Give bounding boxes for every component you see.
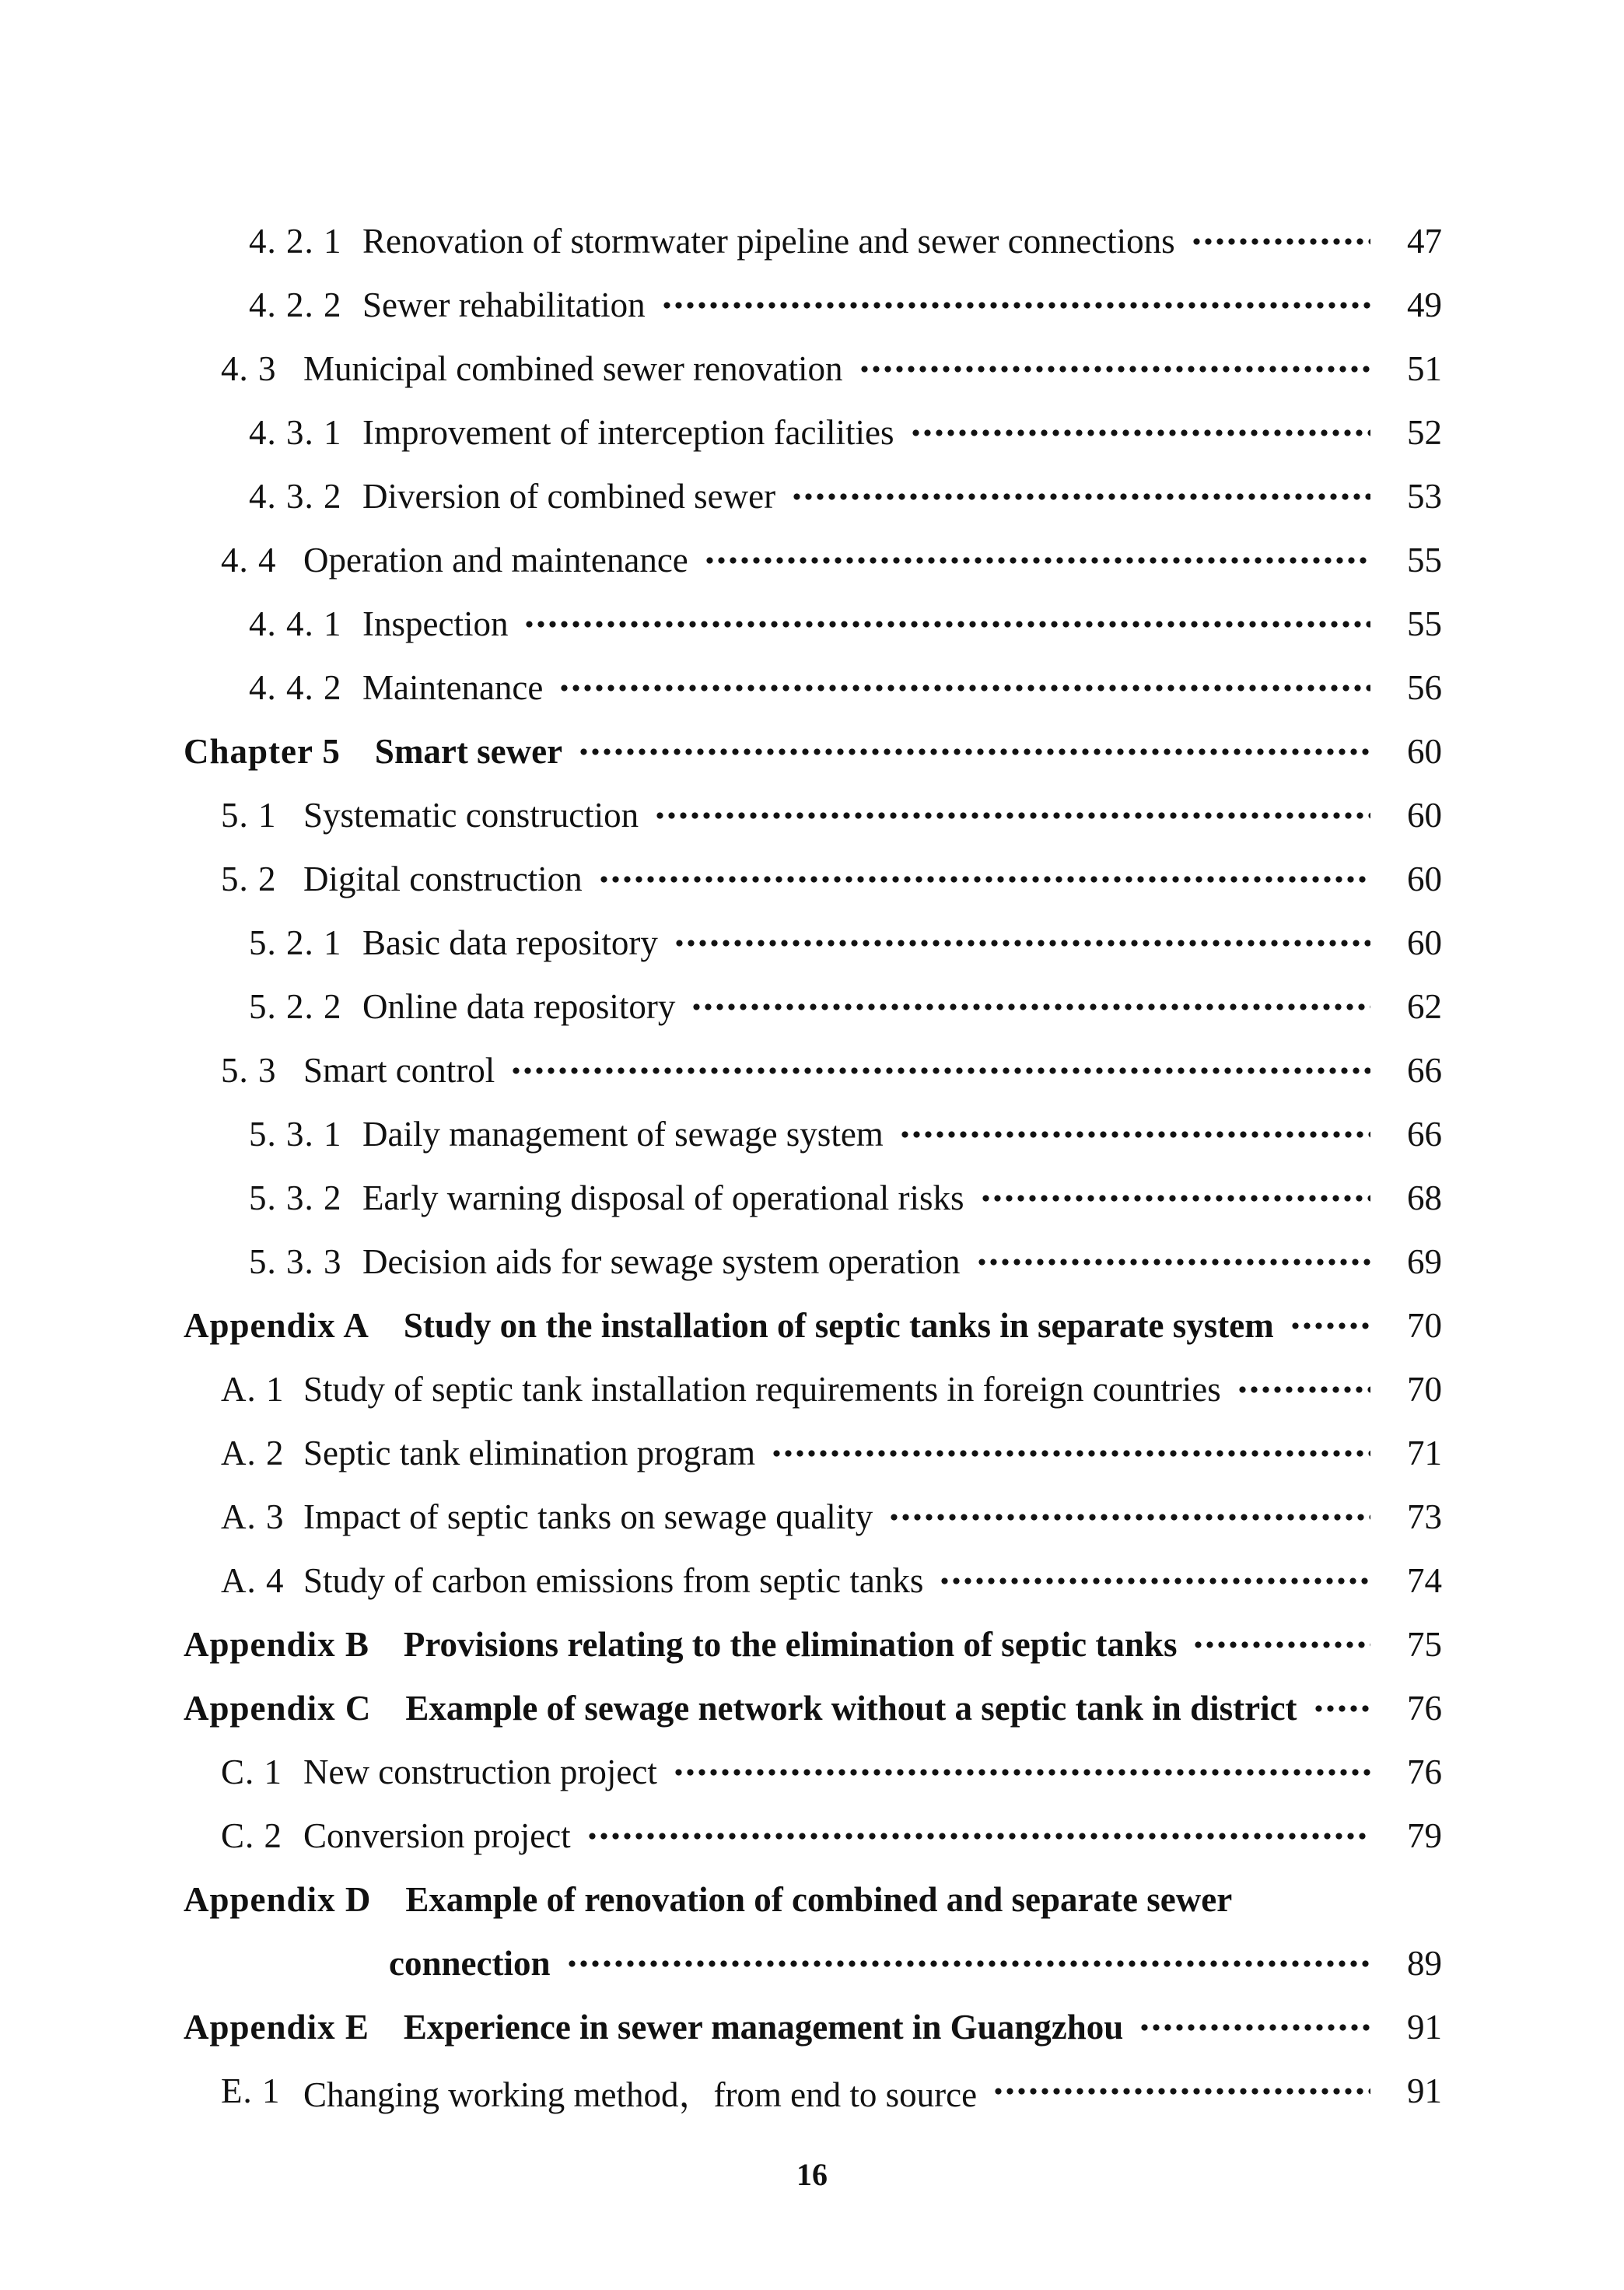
toc-entry-page: 60 [1407,923,1442,962]
toc-entry-title: Study of septic tank installation requirements in foreign countries [303,1370,1221,1409]
toc-entry [0,464,1624,528]
toc-entry [0,273,1624,337]
toc-entry [0,1357,1624,1421]
toc-entry [0,1804,1624,1868]
toc-entry [0,1676,1624,1740]
dot-leader [859,337,1370,401]
toc-entry-number: 5. 2 [221,860,277,898]
toc-entry-title: Decision aids for sewage system operation [362,1242,961,1281]
dot-leader [976,1230,1370,1294]
toc-entry-number: A. 1 [221,1370,285,1409]
toc-entry-number: 4. 3. 1 [249,413,342,452]
toc-entry-number: Chapter 5 [184,732,341,771]
toc-entry-number: 5. 3. 1 [249,1115,342,1154]
toc-entry-number: 4. 4 [221,541,277,580]
toc-entry-number: 4. 2. 2 [249,285,342,324]
dot-leader [791,464,1370,528]
toc-entry-title: Smart control [303,1051,495,1090]
toc-entry-number: A. 4 [221,1561,285,1600]
toc-entry-title: Smart sewer [374,732,563,771]
dot-leader [523,592,1370,656]
toc-entry-page: 49 [1407,285,1442,324]
toc-entry-page: 79 [1407,1816,1442,1855]
dot-leader [510,1038,1370,1102]
toc-entry [0,1549,1624,1612]
toc-entry-number: Appendix B [184,1625,369,1664]
toc-entry-number: 5. 3. 2 [249,1178,342,1217]
toc-entry-title: Changing working method，from end to source [303,2075,978,2114]
dot-leader [899,1102,1370,1166]
toc-entry [0,847,1624,911]
toc-entry-number: E. 1 [221,2071,281,2110]
toc-entry [0,975,1624,1038]
dot-leader [566,1931,1371,1995]
toc-entry [0,1421,1624,1485]
toc-entry-number: Appendix E [184,2008,369,2047]
toc-entry-title: connection [389,1944,551,1983]
toc-entry-page: 70 [1407,1370,1442,1409]
dot-leader [1191,209,1370,273]
dot-leader [691,975,1370,1038]
toc-entry [0,1294,1624,1357]
toc-entry-page: 71 [1407,1434,1442,1472]
toc-entry-page: 60 [1407,732,1442,771]
toc-entry-page: 70 [1407,1306,1442,1345]
dot-leader [1192,1612,1370,1676]
dot-leader [939,1549,1370,1612]
toc-entry [0,1612,1624,1676]
toc-entry [0,1166,1624,1230]
toc-entry-title: Operation and maintenance [303,541,688,580]
toc-entry-page: 53 [1407,477,1442,516]
toc-entry-page: 76 [1407,1753,1442,1791]
toc-entry-page: 47 [1407,222,1442,261]
toc-entry-title: Conversion project [303,1816,571,1855]
toc-entry-title: Online data repository [362,987,676,1026]
toc-entry-page: 56 [1407,668,1442,707]
toc-entry [0,2059,1624,2123]
toc-entry [0,1740,1624,1804]
toc-entry-number: 4. 2. 1 [249,222,342,261]
toc-entry-number: Appendix C [184,1689,372,1728]
toc-entry-number: 4. 3. 2 [249,477,342,516]
dot-leader [586,1804,1370,1868]
toc-entry-number: 5. 2. 1 [249,923,342,962]
toc-entry-title: Septic tank elimination program [303,1434,756,1472]
dot-leader [704,528,1370,592]
page-number: 16 [796,2157,828,2192]
toc-entry [0,1931,1624,1995]
dot-leader [910,401,1370,464]
toc-entry-page: 60 [1407,860,1442,898]
toc-entry-number: 4. 3 [221,349,277,388]
toc-entry-number: A. 3 [221,1497,285,1536]
toc-entry-title: Example of renovation of combined and separate sewer [405,1880,1233,1919]
toc-entry-title: Study of carbon emissions from septic tanks [303,1561,924,1600]
toc-entry [0,911,1624,975]
toc-entry [0,337,1624,401]
toc-entry [0,528,1624,592]
toc-entry-page: 66 [1407,1115,1442,1154]
toc-entry-page: 52 [1407,413,1442,452]
dot-leader [558,656,1370,720]
dot-leader [674,911,1370,975]
page-footer [0,2156,1624,2193]
toc-entry-title: Study on the installation of septic tanks in separate system [403,1306,1274,1345]
toc-entry-page: 76 [1407,1689,1442,1728]
dot-leader [1237,1357,1370,1421]
toc-entry [0,656,1624,720]
toc-entry-title: Sewer rehabilitation [362,285,646,324]
toc-list [0,209,1624,2123]
toc-entry-title: Basic data repository [362,923,658,962]
toc-entry-page: 89 [1407,1944,1442,1983]
toc-entry-title: Maintenance [362,668,544,707]
toc-entry [0,401,1624,464]
dot-leader [992,2059,1370,2123]
toc-entry [0,720,1624,783]
toc-entry-number: 5. 3. 3 [249,1242,342,1281]
toc-entry [0,209,1624,273]
toc-entry [0,1230,1624,1294]
dot-leader [1139,1995,1370,2059]
toc-entry-page: 69 [1407,1242,1442,1281]
toc-entry-title: Renovation of stormwater pipeline and sewer connections [362,222,1175,261]
toc-entry-page: 66 [1407,1051,1442,1090]
toc-entry-title: Early warning disposal of operational risks [362,1178,964,1217]
toc-entry-page: 73 [1407,1497,1442,1536]
toc-entry [0,1868,1624,1931]
toc-entry [0,1102,1624,1166]
toc-entry-number: 5. 2. 2 [249,987,342,1026]
toc-entry [0,592,1624,656]
toc-entry-title: Municipal combined sewer renovation [303,349,843,388]
toc-entry-title: New construction project [303,1753,657,1791]
toc-entry-number: C. 2 [221,1816,283,1855]
toc-entry-page: 74 [1407,1561,1442,1600]
dot-leader [654,783,1370,847]
dot-leader [771,1421,1370,1485]
toc-entry-title: Diversion of combined sewer [362,477,776,516]
toc-entry [0,783,1624,847]
dot-leader [888,1485,1370,1549]
toc-entry-page: 55 [1407,604,1442,643]
toc-entry-page: 51 [1407,349,1442,388]
toc-entry-page: 75 [1407,1625,1442,1664]
toc-entry-number: 5. 1 [221,796,277,835]
dot-leader [1290,1294,1370,1357]
toc-entry-page: 55 [1407,541,1442,580]
dot-leader [578,720,1370,783]
toc-entry-title: Example of sewage network without a septic tank in district [405,1689,1297,1728]
dot-leader [980,1166,1370,1230]
toc-entry-page: 68 [1407,1178,1442,1217]
toc-entry-number: 5. 3 [221,1051,277,1090]
toc-entry-page: 62 [1407,987,1442,1026]
toc-entry-title: Daily management of sewage system [362,1115,884,1154]
toc-entry-title: Experience in sewer management in Guangzhou [403,2008,1124,2047]
toc-entry-title: Improvement of interception facilities [362,413,894,452]
toc-entry-number: 4. 4. 2 [249,668,342,707]
toc-entry-number: Appendix A [184,1306,369,1345]
toc-entry-title: Inspection [362,604,509,643]
toc-entry-title: Provisions relating to the elimination of septic tanks [403,1625,1178,1664]
dot-leader [673,1740,1370,1804]
toc-entry-number: Appendix D [184,1880,372,1919]
toc-entry-title: Digital construction [303,860,583,898]
toc-entry-page: 60 [1407,796,1442,835]
dot-leader [661,273,1370,337]
toc-entry-page: 91 [1407,2071,1442,2110]
toc-entry-page: 91 [1407,2008,1442,2047]
toc-entry-number: C. 1 [221,1753,283,1791]
toc-entry-number: A. 2 [221,1434,285,1472]
toc-entry [0,1995,1624,2059]
dot-leader [1313,1676,1370,1740]
toc-entry [0,1038,1624,1102]
toc-entry-number: 4. 4. 1 [249,604,342,643]
dot-leader [598,847,1370,911]
toc-entry-title: Impact of septic tanks on sewage quality [303,1497,873,1536]
toc-entry [0,1485,1624,1549]
toc-entry-title: Systematic construction [303,796,639,835]
